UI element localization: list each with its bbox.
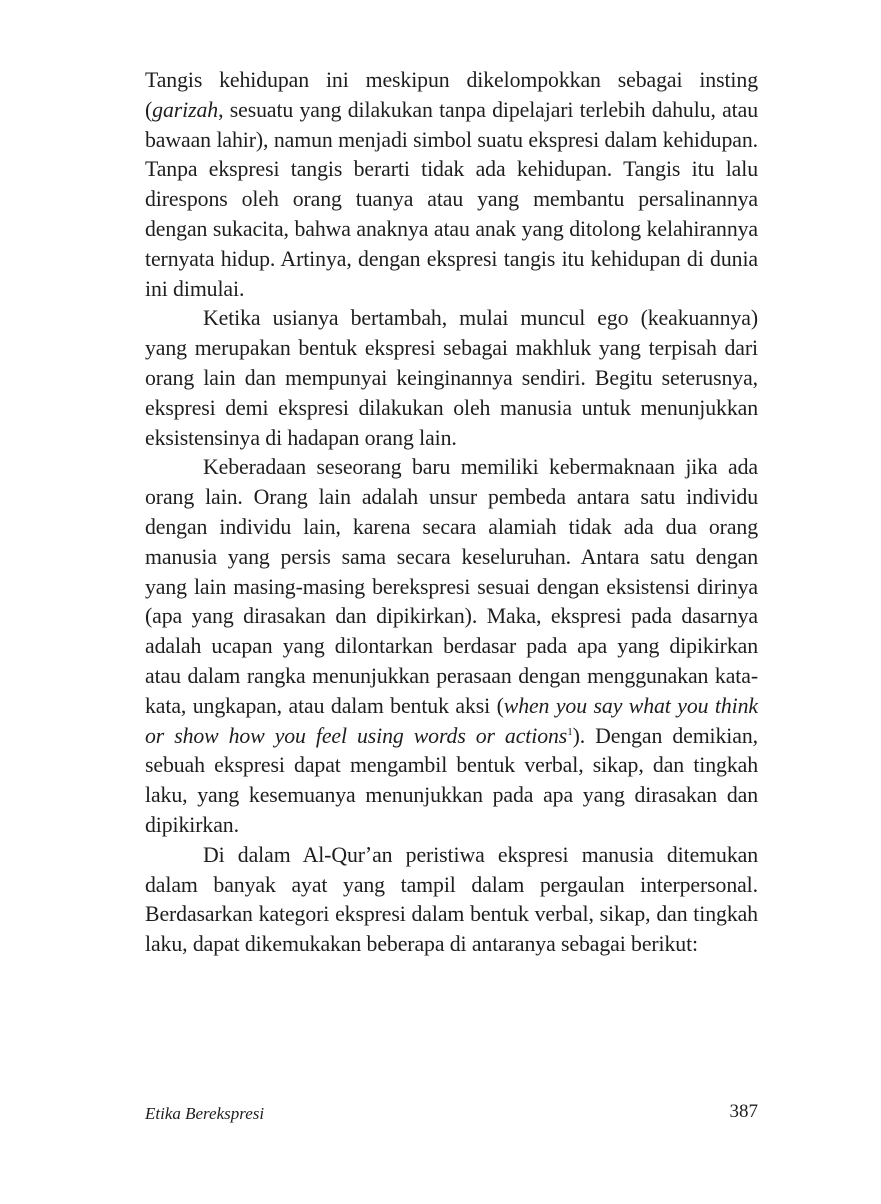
body-text xyxy=(145,66,758,960)
text-segment: Keberadaan seseorang baru memiliki kebermaknaan jika ada orang lain. Orang lain adalah unsur pembeda antara satu individu dengan individu lain, karena secara alamiah tidak ada dua orang manusia yang persis sama secara keseluruhan. Antara satu dengan yang lain masing-masing berekspresi sesuai dengan eksistensi dirinya (apa yang dirasakan dan dipikirkan). Maka, ekspresi pada dasarnya adalah ucapan yang dilontarkan berdasar pada apa yang dipikirkan atau dalam rangka menunjukkan perasaan dengan menggunakan kata-kata, ungkapan, atau dalam bentuk aksi ( xyxy=(145,455,758,718)
text-segment: , sesuatu yang dilakukan tanpa dipelajari terlebih dahulu, atau bawaan lahir), namun menjadi simbol suatu ekspresi dalam kehidupan. Tanpa ekspresi tangis berarti tidak ada kehidupan. Tangis itu lalu direspons oleh orang tuanya atau yang membantu persalinannya dengan sukacita, bahwa anaknya atau anak yang ditolong kelahirannya ternyata hidup. Artinya, dengan ekspresi tangis itu kehidupan di dunia ini dimulai. xyxy=(145,97,758,301)
paragraph-1 xyxy=(145,66,758,304)
footnote-reference[interactable]: 1 xyxy=(567,725,573,738)
italic-english-definition: when you say what you think or show how you feel using words or actions xyxy=(145,693,758,748)
paragraph-3 xyxy=(145,453,758,840)
page-number: 387 xyxy=(729,1101,758,1122)
running-footer-title: Etika Berekspresi xyxy=(145,1104,265,1123)
paragraph-2 xyxy=(145,304,758,453)
text-segment: Tangis kehidupan ini meskipun dikelompokkan sebagai insting ( xyxy=(145,68,758,122)
text-segment: Di dalam Al-Qurʼan peristiwa ekspresi manusia ditemukan dalam banyak ayat yang tampil dalam pergaulan interpersonal. Berdasarkan kategori ekspresi dalam bentuk verbal, sikap, dan tingkah laku, dapat dikemukakan beberapa di antaranya sebagai berikut: xyxy=(145,842,758,957)
italic-term-garizah: garizah xyxy=(152,97,219,122)
paragraph-4 xyxy=(145,841,758,960)
text-segment: ). Dengan demikian, sebuah ekspresi dapat mengambil bentuk verbal, sikap, dan tingkah laku, yang kesemuanya menunjukkan pada apa yang dirasakan dan dipikirkan. xyxy=(145,723,758,837)
text-segment: Ketika usianya bertambah, mulai muncul ego (keakuannya) yang merupakan bentuk ekspresi sebagai makhluk yang terpisah dari orang lain dan mempunyai keinginannya sendiri. Begitu seterusnya, ekspresi demi ekspresi dilakukan oleh manusia untuk menunjukkan eksistensinya di hadapan orang lain. xyxy=(145,306,758,450)
